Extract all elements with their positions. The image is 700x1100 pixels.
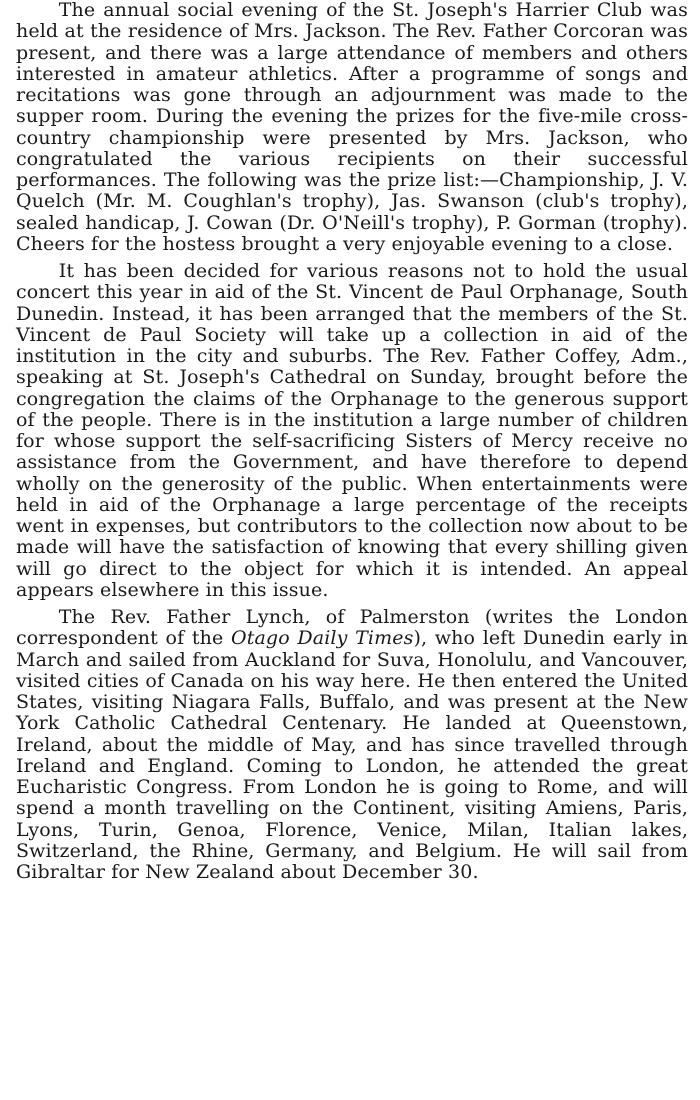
newspaper-title: Otago Daily Times — [231, 627, 414, 650]
lynch-text-before: The Rev. Father Lynch, of Palmerston (writes the London correspondent of the — [16, 606, 688, 650]
newspaper-column — [16, 0, 688, 883]
paragraph-father-lynch — [16, 607, 688, 883]
paragraph-harrier-club: The annual social evening of the St. Joseph's Harrier Club was held at the residence of Mrs. Jackson. The Rev. Father Corcoran was present, and there was a large attendance of members and others interested in amateur athletics. After a programme of songs and recitations was gone through an adjournment was made to the supper room. During the evening the prizes for the five-mile cross-country championship were presented by Mrs. Jackson, who congratulated the various recipients on their successful performances. The following was the prize list:—Championship, J. V. Quelch (Mr. M. Coughlan's trophy), Jas. Swanson (club's trophy), sealed handicap, J. Cowan (Dr. O'Neill's trophy), P. Gorman (trophy). Cheers for the hostess brought a very enjoyable evening to a close. — [16, 0, 688, 255]
lynch-text-after: ), who left Dunedin early in March and sailed from Auckland for Suva, Honolulu, and Vancouver, visited cities of Canada on his way here. He then entered the United States, visiting Niagara Falls, Buffalo, and was present at the New York Catholic Cathedral Centenary. He landed at Queenstown, Ireland, about the middle of May, and has since travelled through Ireland and England. Coming to London, he attended the great Eucharistic Congress. From London he is going to Rome, and will spend a month travelling on the Continent, visiting Amiens, Paris, Lyons, Turin, Genoa, Florence, Venice, Milan, Italian lakes, Switzerland, the Rhine, Germany, and Belgium. He will sail from Gibraltar for New Zealand about December 30. — [16, 627, 688, 883]
paragraph-orphanage-collection: It has been decided for various reasons not to hold the usual concert this year in aid of the St. Vincent de Paul Orphanage, South Dunedin. Instead, it has been arranged that the members of the St. Vincent de Paul Society will take up a collection in aid of the institution in the city and suburbs. The Rev. Father Coffey, Adm., speaking at St. Joseph's Cathedral on Sunday, brought before the congregation the claims of the Orphanage to the generous support of the people. There is in the institution a large number of children for whose support the self-sacrificing Sisters of Mercy receive no assistance from the Government, and have therefore to depend wholly on the generosity of the public. When entertainments were held in aid of the Orphanage a large percentage of the receipts went in expenses, but contributors to the collection now about to be made will have the satisfaction of knowing that every shilling given will go direct to the object for which it is intended. An appeal appears elsewhere in this issue. — [16, 260, 688, 601]
